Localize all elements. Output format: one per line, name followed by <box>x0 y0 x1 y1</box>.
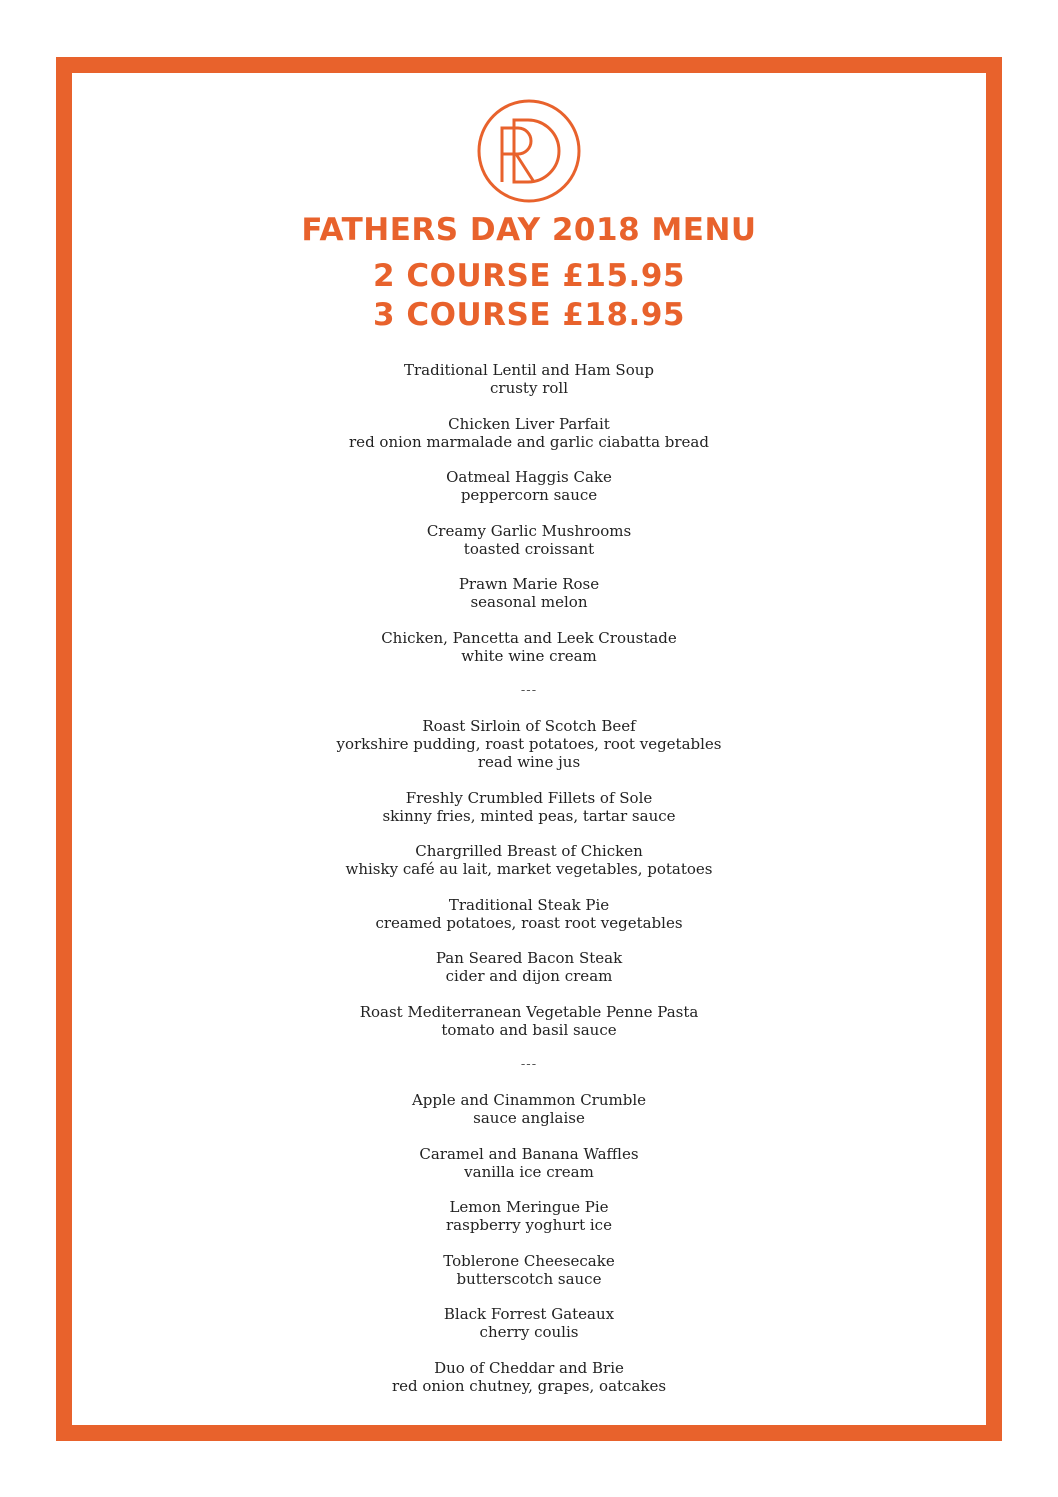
dish-name: Lemon Meringue Pie <box>449 1198 609 1216</box>
dish-description: raspberry yoghurt ice <box>446 1216 612 1234</box>
dish-description: red onion chutney, grapes, oatcakes <box>391 1376 667 1395</box>
course-separator: --- <box>520 1057 538 1072</box>
dish-description: cider and dijon cream <box>445 967 613 985</box>
dish-name: Creamy Garlic Mushrooms <box>426 521 632 540</box>
dish-description: read wine jus <box>477 753 581 771</box>
dish-description: whisky café au lait, market vegetables, potatoes <box>345 860 713 878</box>
dish-name: Caramel and Banana Waffles <box>419 1144 639 1163</box>
dish-description: sauce anglaise <box>473 1109 585 1127</box>
dish-description: yorkshire pudding, roast potatoes, root vegetables <box>336 735 722 753</box>
dish-name: Duo of Cheddar and Brie <box>434 1358 624 1377</box>
dish-description: seasonal melon <box>470 593 588 611</box>
menu-item <box>0 1198 1058 1234</box>
menu-item <box>0 842 1058 878</box>
dish-name: Traditional Lentil and Ham Soup <box>404 361 654 379</box>
dish-name: Roast Sirloin of Scotch Beef <box>422 717 636 735</box>
dish-name: Roast Mediterranean Vegetable Penne Pasta <box>359 1002 699 1021</box>
menu-item <box>0 1145 1058 1181</box>
dish-description: cherry coulis <box>479 1323 579 1341</box>
dish-name: Freshly Crumbled Fillets of Sole <box>405 788 653 807</box>
menu-item <box>0 1305 1058 1341</box>
dish-name: Oatmeal Haggis Cake <box>446 468 612 486</box>
dish-description: white wine cream <box>461 646 597 665</box>
menu-item <box>0 896 1058 932</box>
dish-name: Black Forrest Gateaux <box>443 1305 615 1323</box>
menu-item <box>0 949 1058 985</box>
menu-list <box>0 361 1058 1412</box>
menu-item <box>0 717 1058 771</box>
restaurant-logo <box>476 98 582 204</box>
dish-description: butterscotch sauce <box>456 1269 602 1288</box>
dish-description: crusty roll <box>490 379 568 397</box>
dish-name: Traditional Steak Pie <box>448 895 610 914</box>
dish-name: Pan Seared Bacon Steak <box>435 949 623 967</box>
dish-description: creamed potatoes, roast root vegetables <box>375 913 683 932</box>
course-separator: --- <box>520 683 538 698</box>
menu-item <box>0 1252 1058 1288</box>
dish-description: vanilla ice cream <box>464 1162 594 1181</box>
menu-item <box>0 1091 1058 1127</box>
menu-item <box>0 468 1058 504</box>
dish-description: toasted croissant <box>463 539 595 558</box>
menu-item <box>0 789 1058 825</box>
dish-name: Chicken, Pancetta and Leek Croustade <box>381 628 677 647</box>
dish-description: tomato and basil sauce <box>441 1020 617 1039</box>
dish-name: Toblerone Cheesecake <box>443 1251 615 1270</box>
dish-name: Chargrilled Breast of Chicken <box>415 842 643 860</box>
dish-description: skinny fries, minted peas, tartar sauce <box>382 806 676 825</box>
menu-item <box>0 629 1058 665</box>
menu-item <box>0 1003 1058 1039</box>
dish-description: peppercorn sauce <box>460 486 598 504</box>
menu-item <box>0 522 1058 558</box>
page-title: FATHERS DAY 2018 MENU <box>301 212 757 248</box>
dish-name: Apple and Cinammon Crumble <box>411 1091 647 1109</box>
price-two-course: 2 COURSE £15.95 <box>373 258 685 294</box>
price-three-course: 3 COURSE £18.95 <box>373 297 685 333</box>
menu-item <box>0 1359 1058 1395</box>
dish-description: red onion marmalade and garlic ciabatta bread <box>349 432 709 451</box>
menu-item <box>0 361 1058 397</box>
dish-name: Chicken Liver Parfait <box>448 414 610 433</box>
dish-name: Prawn Marie Rose <box>458 575 600 593</box>
menu-item <box>0 575 1058 611</box>
menu-item <box>0 415 1058 451</box>
